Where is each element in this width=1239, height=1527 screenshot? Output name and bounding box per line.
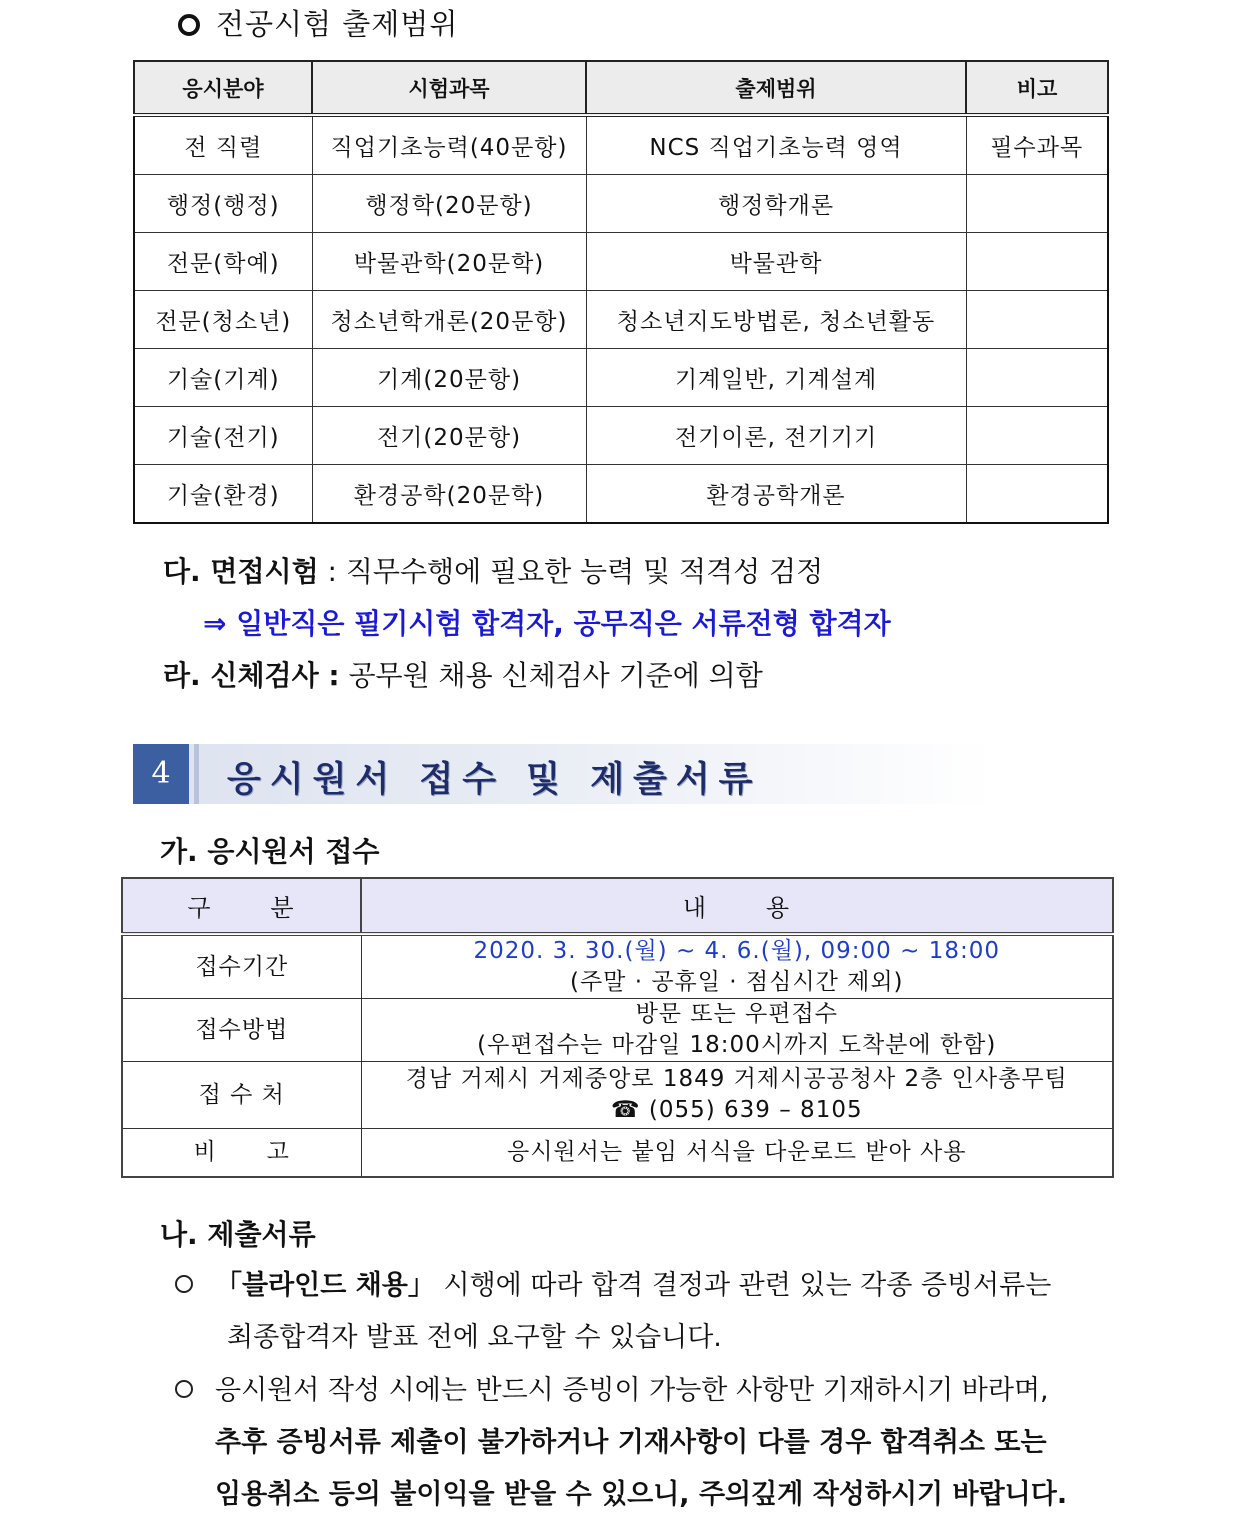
table-row	[134, 349, 1108, 407]
table-header-row	[122, 878, 1113, 934]
table-row	[122, 1062, 1113, 1129]
table-cell	[966, 291, 1108, 349]
physical-text: 공무원 채용 신체검사 기준에 의함	[339, 659, 763, 692]
column-header: 구 분	[122, 878, 361, 934]
table-row	[134, 233, 1108, 291]
column-header: 내 용	[361, 878, 1113, 934]
method-label: 접수방법	[122, 999, 361, 1062]
section-heading	[178, 2, 458, 43]
table-cell: 환경공학(20문학)	[312, 465, 586, 524]
section-number: 4	[133, 744, 189, 804]
table-cell: 필수과목	[966, 115, 1108, 175]
table-cell: 전기이론, 전기기기	[586, 407, 966, 465]
circle-bullet-icon	[175, 1275, 193, 1293]
documents-heading	[160, 1213, 316, 1253]
method-note: (우편접수는 마감일 18:00시까지 도착분에 한함)	[477, 1032, 997, 1058]
period-exclusions: (주말 · 공휴일 · 점심시간 제외)	[569, 969, 904, 995]
section-title: 응시원서 접수 및 제출서류	[227, 760, 762, 800]
column-header: 비고	[966, 61, 1108, 115]
table-row	[122, 1129, 1113, 1177]
method-cell	[361, 999, 1113, 1062]
bullet1-text: 시행에 따라 합격 결정과 관련 있는 각종 증빙서류는	[443, 1270, 1052, 1301]
interview-note: ⇒ 일반직은 필기시험 합격자, 공무직은 서류전형 합격자	[203, 607, 891, 640]
bullet2-warning-1: 추후 증빙서류 제출이 불가하거나 기재사항이 다를 경우 합격취소 또는	[215, 1427, 1047, 1458]
table-cell: 청소년학개론(20문항)	[312, 291, 586, 349]
table-cell: 전문(학예)	[134, 233, 312, 291]
phone-icon: ☎	[610, 1097, 649, 1123]
table-cell	[966, 175, 1108, 233]
physical-label: 라. 신체검사 :	[163, 659, 340, 692]
bullet-caution	[175, 1365, 1125, 1521]
table-cell	[966, 349, 1108, 407]
table-cell: 행정(행정)	[134, 175, 312, 233]
table-row	[134, 465, 1108, 524]
bullet2-warning-2: 임용취소 등의 불이익을 받을 수 있으니, 주의깊게 작성하시기 바랍니다.	[215, 1479, 1068, 1510]
blind-hiring-label: 「블라인드 채용」	[215, 1270, 435, 1301]
table-row	[134, 115, 1108, 175]
period-label: 접수기간	[122, 934, 361, 999]
table-cell: NCS 직업기초능력 영역	[586, 115, 966, 175]
table-header-row	[134, 61, 1108, 115]
bullet2-text: 응시원서 작성 시에는 반드시 증빙이 가능한 사항만 기재하시기 바라며,	[215, 1375, 1049, 1406]
method-text: 방문 또는 우편접수	[635, 1001, 838, 1027]
table-cell: 기계일반, 기계설계	[586, 349, 966, 407]
period-cell	[361, 934, 1113, 999]
table-cell	[966, 407, 1108, 465]
table-cell: 박물관학	[586, 233, 966, 291]
table-cell: 기술(기계)	[134, 349, 312, 407]
circle-bullet-icon	[178, 14, 200, 36]
table-row	[122, 999, 1113, 1062]
note-label: 비 고	[122, 1129, 361, 1177]
table-cell: 환경공학개론	[586, 465, 966, 524]
table-cell: 박물관학(20문학)	[312, 233, 586, 291]
table-cell: 전기(20문항)	[312, 407, 586, 465]
table-cell: 기술(전기)	[134, 407, 312, 465]
table-row	[134, 175, 1108, 233]
table-cell	[966, 233, 1108, 291]
application-table	[121, 877, 1114, 1178]
table-row	[134, 291, 1108, 349]
place-label: 접 수 처	[122, 1062, 361, 1129]
interview-label: 다. 면접시험	[163, 555, 319, 588]
column-header: 시험과목	[312, 61, 586, 115]
table-cell: 행정학(20문항)	[312, 175, 586, 233]
table-cell: 행정학개론	[586, 175, 966, 233]
circle-bullet-icon	[175, 1380, 193, 1398]
bullet-blind-hiring	[175, 1260, 1125, 1364]
exam-scope-table	[133, 60, 1109, 524]
physical-paragraph	[163, 654, 763, 694]
place-phone-line	[362, 1095, 1113, 1126]
table-cell: 기계(20문항)	[312, 349, 586, 407]
table-row	[134, 407, 1108, 465]
place-phone: (055) 639 – 8105	[648, 1097, 863, 1123]
banner-divider	[194, 744, 199, 804]
table-row	[122, 934, 1113, 999]
table-cell: 전 직렬	[134, 115, 312, 175]
documents-heading-text: 나. 제출서류	[160, 1218, 316, 1251]
note-text: 응시원서는 붙임 서식을 다운로드 받아 사용	[361, 1129, 1113, 1177]
table-cell: 기술(환경)	[134, 465, 312, 524]
section-heading-text: 전공시험 출제범위	[216, 7, 459, 41]
reception-heading-text: 가. 응시원서 접수	[160, 835, 380, 868]
table-cell	[966, 465, 1108, 524]
interview-text: : 직무수행에 필요한 능력 및 적격성 검정	[318, 555, 824, 588]
reception-heading	[160, 830, 379, 870]
table-cell: 청소년지도방법론, 청소년활동	[586, 291, 966, 349]
table-cell: 직업기초능력(40문항)	[312, 115, 586, 175]
interview-paragraph	[163, 550, 823, 590]
bullet1-text-cont: 최종합격자 발표 전에 요구할 수 있습니다.	[227, 1322, 722, 1353]
column-header: 출제범위	[586, 61, 966, 115]
place-cell	[361, 1062, 1113, 1129]
column-header: 응시분야	[134, 61, 312, 115]
place-address: 경남 거제시 거제중앙로 1849 거제시공공청사 2층 인사총무팀	[405, 1066, 1068, 1092]
table-cell: 전문(청소년)	[134, 291, 312, 349]
period-dates: 2020. 3. 30.(월) ~ 4. 6.(월), 09:00 ~ 18:00	[473, 938, 1000, 964]
